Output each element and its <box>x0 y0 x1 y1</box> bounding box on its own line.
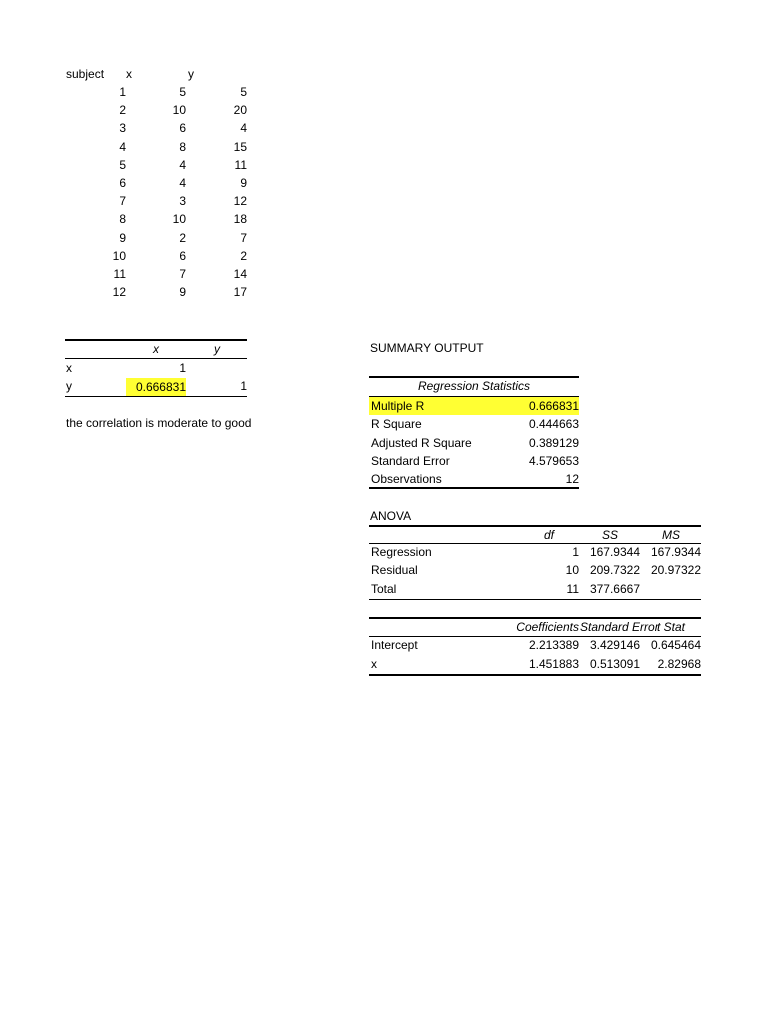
reg-stat-label: R Square <box>371 417 422 432</box>
coef-row-label: x <box>371 657 377 671</box>
reg-bottom-border <box>369 487 579 489</box>
raw-cell-y: 20 <box>233 103 247 118</box>
raw-cell-subject: 8 <box>119 212 126 227</box>
reg-stat-value: 0.666831 <box>528 399 579 413</box>
raw-cell-y: 11 <box>234 157 247 172</box>
anova-row-label: Regression <box>371 545 432 559</box>
reg-stat-label: Multiple R <box>371 399 425 413</box>
coef-cell-standard-error: 0.513091 <box>589 657 640 671</box>
raw-cell-y: 14 <box>233 267 247 281</box>
raw-cell-subject: 2 <box>119 103 126 118</box>
corr-header-border <box>65 358 247 359</box>
anova-cell-df: 1 <box>572 545 579 559</box>
coef-cell-coefficient: 2.213389 <box>528 638 579 652</box>
anova-row-label: Residual <box>371 563 418 578</box>
anova-header-ss: SS <box>601 528 618 542</box>
anova-cell-ss: 377.6667 <box>589 581 640 596</box>
corr-row-label-x: x <box>66 361 72 375</box>
anova-header-ms: MS <box>662 528 680 542</box>
raw-cell-y: 4 <box>240 121 247 136</box>
coef-row-label: Intercept <box>371 638 418 652</box>
reg-top-border <box>369 376 579 378</box>
anova-header-border <box>369 543 701 544</box>
anova-header-df: df <box>543 528 554 542</box>
raw-cell-subject: 7 <box>119 194 126 209</box>
raw-cell-x: 2 <box>179 230 186 245</box>
reg-stat-value: 0.389129 <box>528 435 579 450</box>
raw-cell-subject: 1 <box>119 85 126 99</box>
raw-cell-subject: 6 <box>119 176 126 190</box>
anova-cell-ms: 20.97322 <box>650 563 701 578</box>
reg-stat-value: 0.444663 <box>528 417 579 432</box>
raw-cell-subject: 12 <box>112 285 126 300</box>
raw-cell-y: 17 <box>233 285 247 300</box>
reg-stat-label: Standard Error <box>371 453 450 468</box>
raw-cell-y: 18 <box>233 212 247 227</box>
anova-cell-df: 11 <box>566 581 579 596</box>
reg-stats-title: Regression Statistics <box>417 379 531 393</box>
raw-cell-subject: 5 <box>119 157 126 172</box>
raw-cell-x: 4 <box>179 176 186 190</box>
anova-cell-df: 10 <box>565 563 579 578</box>
corr-header-y: y <box>214 342 220 356</box>
correlation-note: the correlation is moderate to good <box>66 416 252 430</box>
anova-cell-ms: 167.9344 <box>650 545 701 559</box>
coef-header-standard-error: Standard Error <box>580 620 659 634</box>
reg-stat-label: Adjusted R Square <box>371 435 472 450</box>
raw-cell-y: 5 <box>240 85 247 99</box>
anova-cell-ss: 209.7322 <box>589 563 640 578</box>
raw-cell-subject: 10 <box>112 248 126 263</box>
raw-cell-subject: 3 <box>119 121 126 136</box>
raw-cell-x: 6 <box>179 121 186 136</box>
anova-cell-ss: 167.9344 <box>589 545 640 559</box>
reg-stat-value: 4.579653 <box>528 453 579 468</box>
anova-title: ANOVA <box>370 509 412 523</box>
coef-cell-standard-error: 3.429146 <box>589 638 640 652</box>
raw-cell-x: 9 <box>179 285 186 300</box>
raw-cell-subject: 11 <box>113 267 126 281</box>
raw-cell-x: 4 <box>179 157 186 172</box>
raw-cell-x: 5 <box>179 85 186 99</box>
coef-cell-t-stat: 0.645464 <box>650 638 701 652</box>
raw-cell-x: 10 <box>172 212 186 227</box>
raw-cell-y: 12 <box>233 194 247 209</box>
raw-cell-x: 8 <box>179 139 186 154</box>
corr-bottom-border <box>65 396 247 397</box>
raw-cell-x: 3 <box>179 194 186 209</box>
raw-cell-y: 15 <box>233 139 247 154</box>
raw-cell-subject: 4 <box>119 139 126 154</box>
coef-top-border <box>369 617 701 619</box>
raw-cell-subject: 9 <box>119 230 126 245</box>
raw-cell-y: 9 <box>240 176 247 190</box>
raw-cell-x: 7 <box>179 267 186 281</box>
anova-row-label: Total <box>371 581 397 596</box>
coef-cell-t-stat: 2.82968 <box>657 657 701 671</box>
corr-cell-x-x: 1 <box>179 361 186 375</box>
reg-stat-value: 12 <box>565 472 579 487</box>
corr-header-x: x <box>153 342 159 356</box>
reg-stat-label: Observations <box>371 472 442 487</box>
raw-cell-x: 6 <box>179 248 186 263</box>
raw-cell-y: 2 <box>240 248 247 263</box>
corr-cell-y-y: 1 <box>240 379 247 393</box>
summary-title: SUMMARY OUTPUT <box>370 341 484 355</box>
coef-header-t-stat: t Stat <box>656 620 685 634</box>
corr-cell-y-x: 0.666831 <box>126 378 186 396</box>
header-y: y <box>188 67 194 81</box>
corr-top-border <box>65 339 247 341</box>
raw-cell-y: 7 <box>240 230 247 245</box>
header-subject: subject <box>66 67 105 81</box>
corr-row-label-y: y <box>66 379 72 393</box>
anova-top-border <box>369 525 701 527</box>
coef-cell-coefficient: 1.451883 <box>528 657 579 671</box>
anova-bottom-border <box>369 599 701 600</box>
header-x: x <box>126 67 132 81</box>
coef-header-coefficients: Coefficients <box>516 620 579 634</box>
coef-header-border <box>369 636 701 637</box>
raw-cell-x: 10 <box>172 103 186 118</box>
coef-bottom-border <box>369 674 701 676</box>
